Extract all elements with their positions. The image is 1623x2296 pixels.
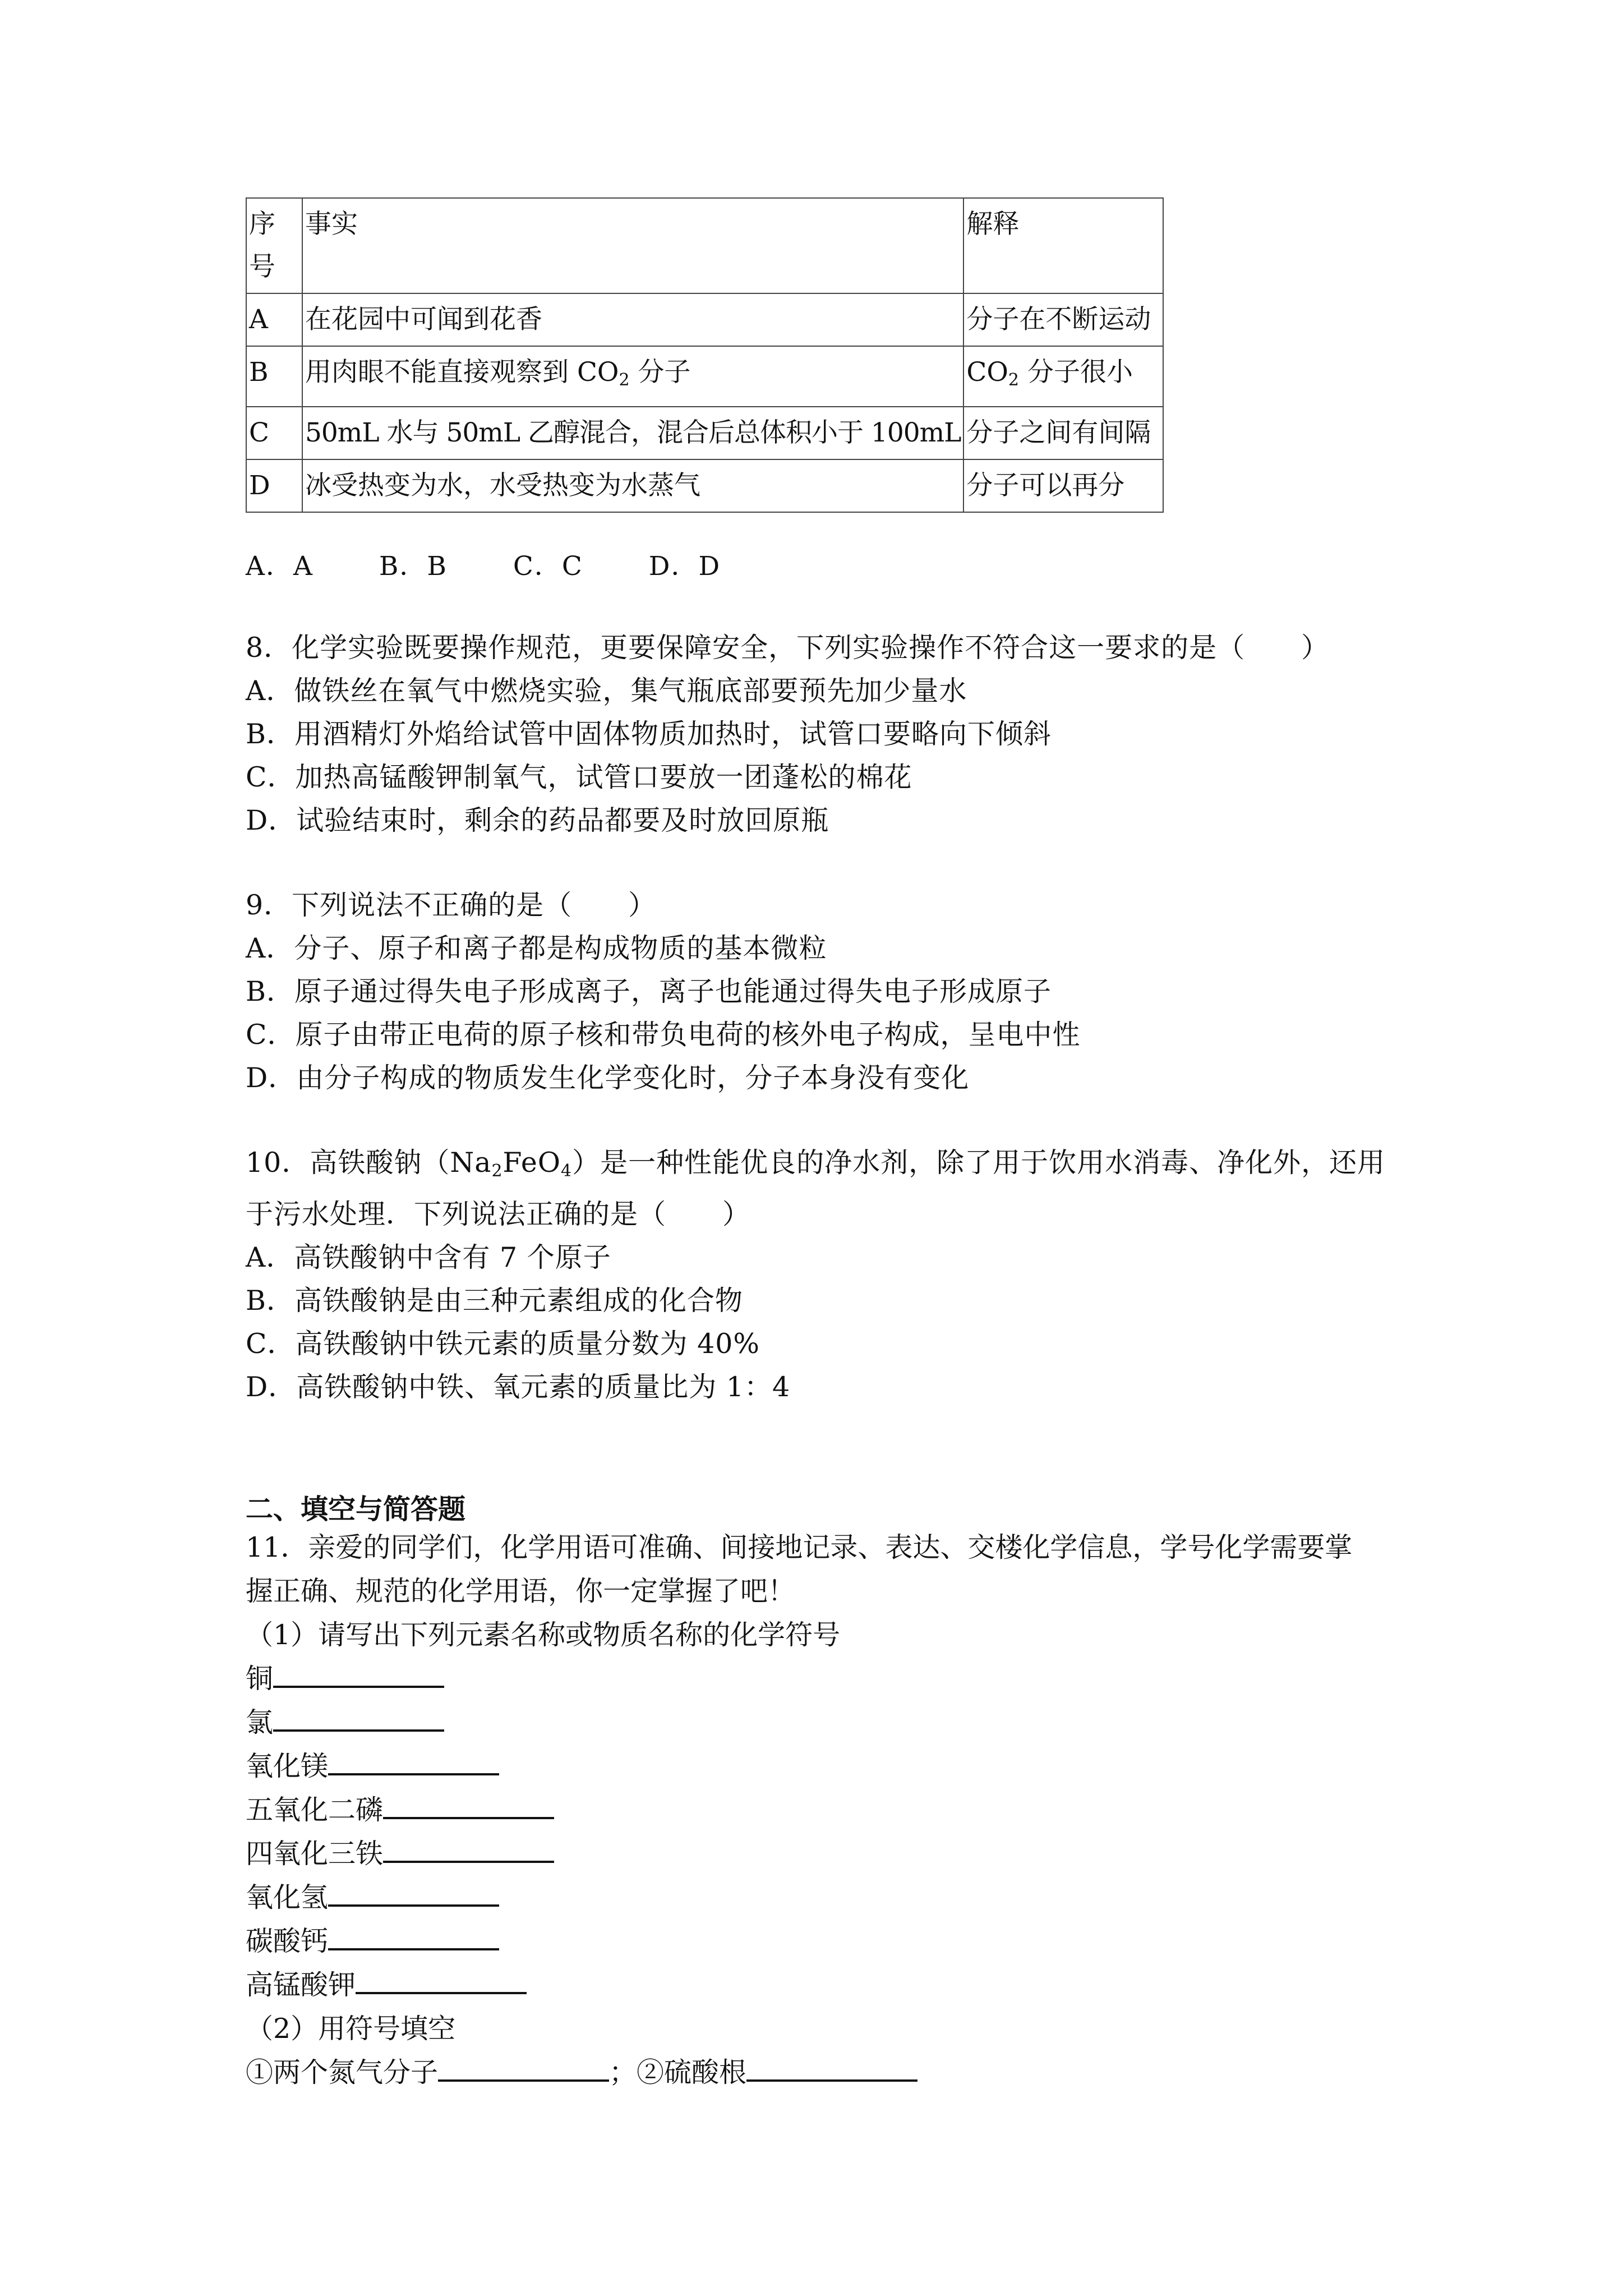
- table-row: [246, 346, 1163, 407]
- question-stem: 8．化学实验既要操作规范，更要保障安全，下列实验操作不符合这一要求的是（ ）: [246, 632, 1330, 664]
- option: B．原子通过得失电子形成离子，离子也能通过得失电子形成原子: [246, 976, 1052, 1007]
- table-header-cell: 序号: [246, 198, 302, 293]
- table-cell: B: [246, 346, 302, 407]
- question-11: [246, 1526, 1352, 2095]
- item-label: ②硫酸根: [637, 2056, 747, 2088]
- item-label: 四氧化三铁: [246, 1838, 384, 1870]
- fill-item: [246, 1832, 1352, 1876]
- fact-text: 分子: [629, 357, 691, 388]
- fill-item: [246, 1876, 1352, 1920]
- fill-item: [246, 1745, 1352, 1788]
- option: B．用酒精灯外焰给试管中固体物质加热时，试管口要略向下倾斜: [246, 718, 1052, 750]
- question-stem: 11．亲爱的同学们，化学用语可准确、间接地记录、表达、交楼化学信息，学号化学需要掌: [246, 1531, 1353, 1563]
- answer-blank[interactable]: [328, 1922, 499, 1950]
- table-header-row: [246, 198, 1163, 293]
- option: C．原子由带正电荷的原子核和带负电荷的核外电子构成，呈电中性: [246, 1019, 1081, 1051]
- explain-text: 分子很小: [1019, 357, 1133, 388]
- item-label: 铜: [246, 1663, 274, 1695]
- table-cell: [302, 346, 963, 407]
- option: A．做铁丝在氧气中燃烧实验，集气瓶底部要预先加少量水: [246, 675, 967, 707]
- table-header-cell: 解释: [963, 198, 1163, 293]
- fill-item: [246, 2051, 1352, 2095]
- question-stem-line2: 于污水处理．下列说法正确的是（ ）: [246, 1198, 751, 1230]
- subscript: 2: [1008, 370, 1020, 390]
- table-row: [246, 293, 1163, 346]
- answer-blank[interactable]: [383, 1791, 554, 1819]
- stem-text: 10．高铁酸钠（Na: [246, 1147, 492, 1179]
- table-cell: 冰受热变为水，水受热变为水蒸气: [302, 459, 963, 512]
- answer-blank[interactable]: [273, 1660, 444, 1688]
- item-label: 高锰酸钾: [246, 1969, 356, 2001]
- section-title: 二、填空与简答题: [246, 1493, 466, 1525]
- sub-question-1: （1）请写出下列元素名称或物质名称的化学符号: [246, 1619, 841, 1651]
- item-label: 氧化镁: [246, 1750, 329, 1782]
- item-label: 氧化氢: [246, 1881, 329, 1913]
- option: D．D: [648, 551, 721, 582]
- option: A．A: [246, 551, 313, 582]
- question-9: [246, 884, 1081, 1099]
- table-cell: [963, 346, 1163, 407]
- option: B．B: [379, 551, 448, 582]
- question-stem-line2: 握正确、规范的化学用语，你一定掌握了吧！: [246, 1575, 796, 1607]
- table-cell: 分子之间有间隔: [963, 407, 1163, 459]
- option: C．加热高锰酸钾制氧气，试管口要放一团蓬松的棉花: [246, 761, 912, 793]
- fill-item: [246, 1920, 1352, 1963]
- subscript: 2: [491, 1161, 503, 1181]
- item-label: 氯: [246, 1706, 274, 1738]
- stem-text: ）是一种性能优良的净水剂，除了用于饮用水消毒、净化外，还用: [572, 1147, 1386, 1179]
- question-10: [246, 1141, 1385, 1409]
- option: A．分子、原子和离子都是构成物质的基本微粒: [246, 932, 827, 964]
- table-row: [246, 459, 1163, 512]
- option: C．高铁酸钠中铁元素的质量分数为 40%: [246, 1328, 760, 1360]
- question-stem: [246, 1141, 1385, 1193]
- option: C．C: [513, 551, 583, 582]
- table-header-cell: 事实: [302, 198, 963, 293]
- option: D．试验结束时，剩余的药品都要及时放回原瓶: [246, 804, 829, 836]
- answer-blank[interactable]: [383, 1835, 554, 1863]
- table-question-options: [246, 545, 750, 583]
- molecule-facts-table: [246, 197, 1164, 513]
- fill-item: [246, 1963, 1352, 2007]
- answer-blank[interactable]: [356, 1966, 527, 1994]
- subscript: 4: [561, 1161, 573, 1181]
- item-label: ①两个氮气分子: [246, 2056, 439, 2088]
- item-label: 五氧化二磷: [246, 1794, 384, 1826]
- option: D．高铁酸钠中铁、氧元素的质量比为 1：4: [246, 1371, 791, 1403]
- sub-question-2: （2）用符号填空: [246, 2013, 456, 2045]
- table-row: [246, 407, 1163, 459]
- stem-text: FeO: [502, 1147, 561, 1179]
- question-8: [246, 626, 1329, 842]
- table-cell: A: [246, 293, 302, 346]
- item-label: 碳酸钙: [246, 1925, 329, 1957]
- answer-blank[interactable]: [273, 1704, 444, 1732]
- table-cell: D: [246, 459, 302, 512]
- question-stem: 9．下列说法不正确的是（ ）: [246, 889, 657, 921]
- table-cell: 在花园中可闻到花香: [302, 293, 963, 346]
- answer-blank[interactable]: [438, 2054, 609, 2082]
- table-cell: 分子在不断运动: [963, 293, 1163, 346]
- answer-blank[interactable]: [746, 2054, 917, 2082]
- answer-blank[interactable]: [328, 1747, 499, 1775]
- option: A．高铁酸钠中含有 7 个原子: [246, 1241, 611, 1273]
- table-cell: C: [246, 407, 302, 459]
- option: B．高铁酸钠是由三种元素组成的化合物: [246, 1285, 744, 1317]
- separator: ；: [609, 2056, 637, 2088]
- fill-item: [246, 1701, 1352, 1745]
- explain-text: CO: [966, 357, 1008, 388]
- table-cell: 分子可以再分: [963, 459, 1163, 512]
- fill-item: [246, 1657, 1352, 1701]
- fact-text: 用肉眼不能直接观察到 CO: [305, 357, 619, 388]
- fill-item: [246, 1788, 1352, 1832]
- answer-blank[interactable]: [328, 1879, 499, 1907]
- subscript: 2: [619, 370, 630, 390]
- table-cell: 50mL 水与 50mL 乙醇混合，混合后总体积小于 100mL: [302, 407, 963, 459]
- option: D．由分子构成的物质发生化学变化时，分子本身没有变化: [246, 1062, 970, 1094]
